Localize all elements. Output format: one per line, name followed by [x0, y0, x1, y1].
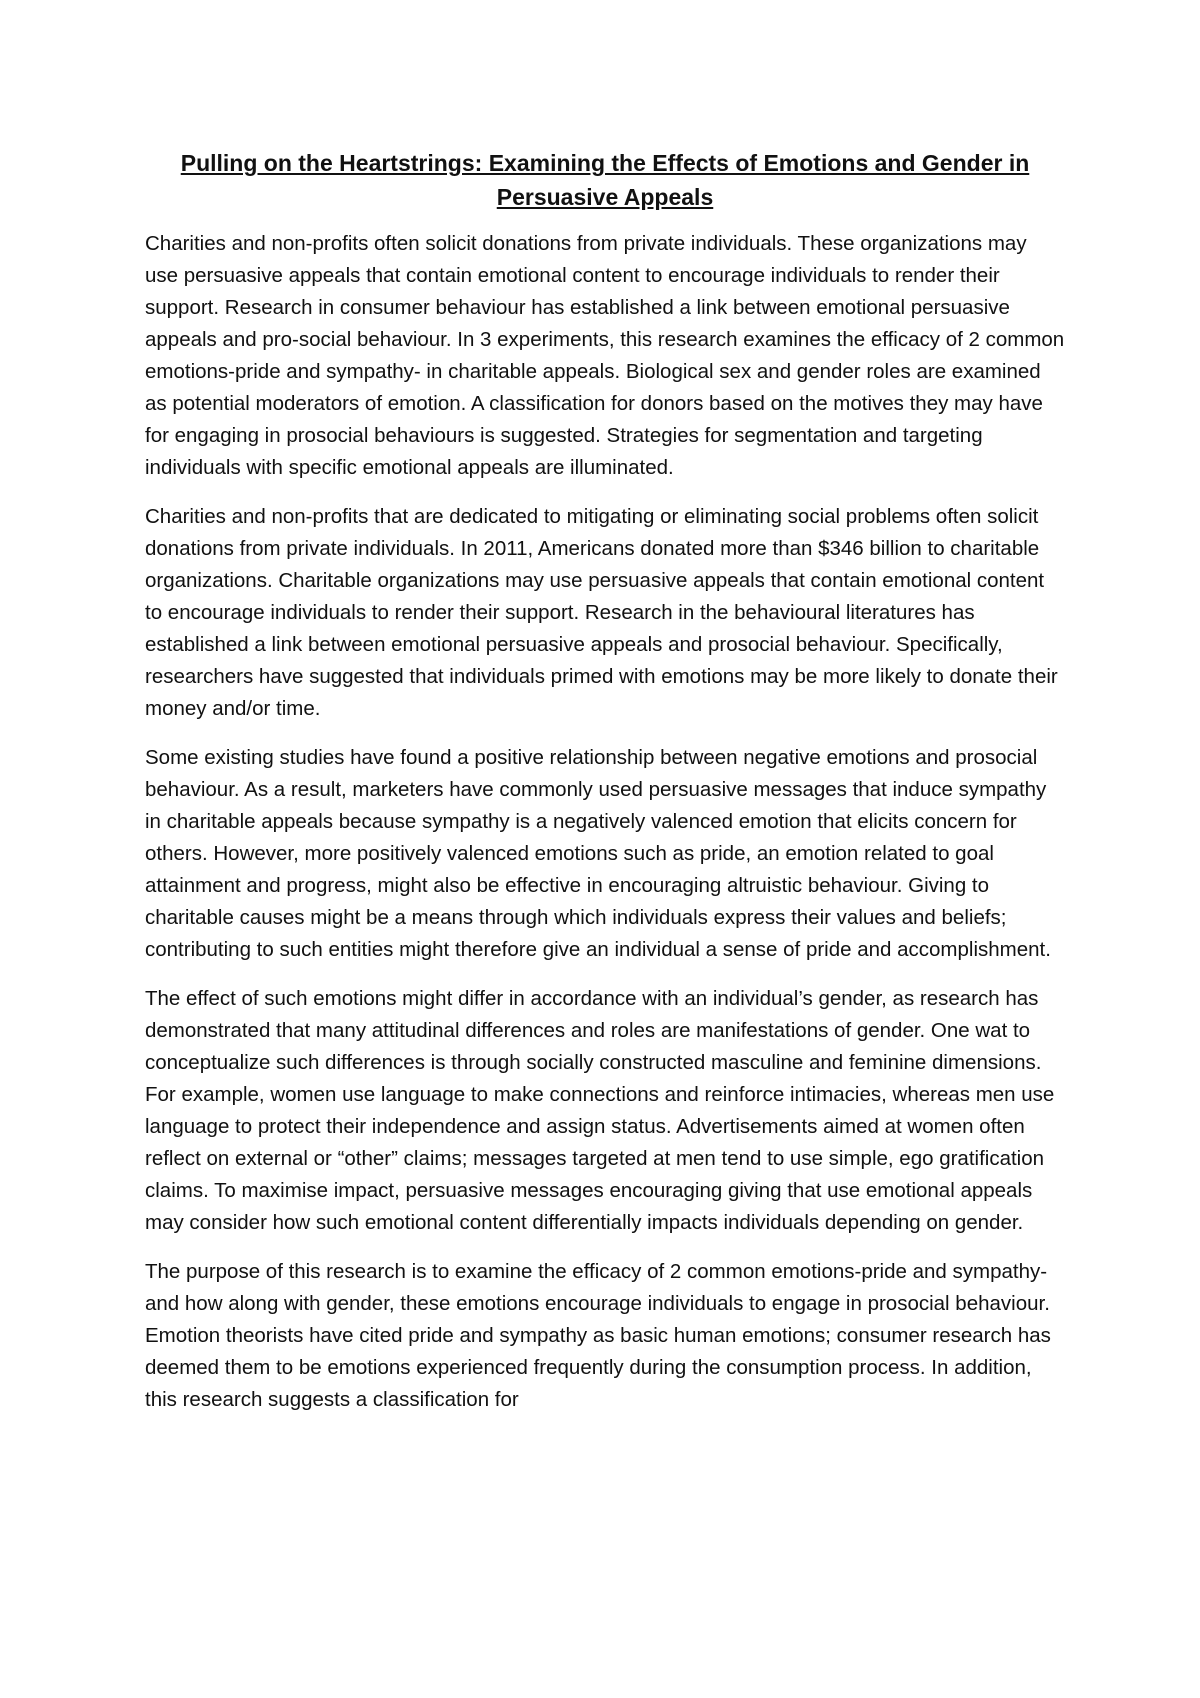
- document-page: [145, 146, 1065, 1433]
- negative-emotions-paragraph: Some existing studies have found a positive relationship between negative emotions and prosocial behaviour. As a result, marketers have commonly used persuasive messages that induce sympathy in charitable appeals because sympathy is a negatively valenced emotion that elicits concern for others. However, more positively valenced emotions such as pride, an emotion related to goal attainment and progress, might also be effective in encouraging altruistic behaviour. Giving to charitable causes might be a means through which individuals express their values and beliefs; contributing to such entities might therefore give an individual a sense of pride and accomplishment.: [145, 746, 1051, 961]
- abstract-paragraph: Charities and non-profits often solicit donations from private individuals. These organizations may use persuasive appeals that contain emotional content to encourage individuals to render their support. Research in consumer behaviour has established a link between emotional persuasive appeals and pro-social behaviour. In 3 experiments, this research examines the efficacy of 2 common emotions-pride and sympathy- in charitable appeals. Biological sex and gender roles are examined as potential moderators of emotion. A classification for donors based on the motives they may have for engaging in prosocial behaviours is suggested. Strategies for segmentation and targeting individuals with specific emotional appeals are illuminated.: [145, 232, 1065, 479]
- intro-paragraph: Charities and non-profits that are dedicated to mitigating or eliminating social problems often solicit donations from private individuals. In 2011, Americans donated more than $346 billion to charitable organizations. Charitable organizations may use persuasive appeals that contain emotional content to encourage individuals to render their support. Research in the behavioural literatures has established a link between emotional persuasive appeals and prosocial behaviour. Specifically, researchers have suggested that individuals primed with emotions may be more likely to donate their money and/or time.: [145, 505, 1058, 720]
- document-title: Pulling on the Heartstrings: Examining the Effects of Emotions and Gender in Persuasive Appeals: [180, 150, 1030, 210]
- purpose-paragraph: The purpose of this research is to examine the efficacy of 2 common emotions-pride and sympathy-and how along with gender, these emotions encourage individuals to engage in prosocial behaviour. Emotion theorists have cited pride and sympathy as basic human emotions; consumer research has deemed them to be emotions experienced frequently during the consumption process. In addition, this research suggests a classification for: [145, 1260, 1051, 1411]
- gender-paragraph: The effect of such emotions might differ in accordance with an individual’s gender, as research has demonstrated that many attitudinal differences and roles are manifestations of gender. One wat to conceptualize such differences is through socially constructed masculine and feminine dimensions. For example, women use language to make connections and reinforce intimacies, whereas men use language to protect their independence and assign status. Advertisements aimed at women often reflect on external or “other” claims; messages targeted at men tend to use simple, ego gratification claims. To maximise impact, persuasive messages encouraging giving that use emotional appeals may consider how such emotional content differentially impacts individuals depending on gender.: [145, 987, 1055, 1234]
